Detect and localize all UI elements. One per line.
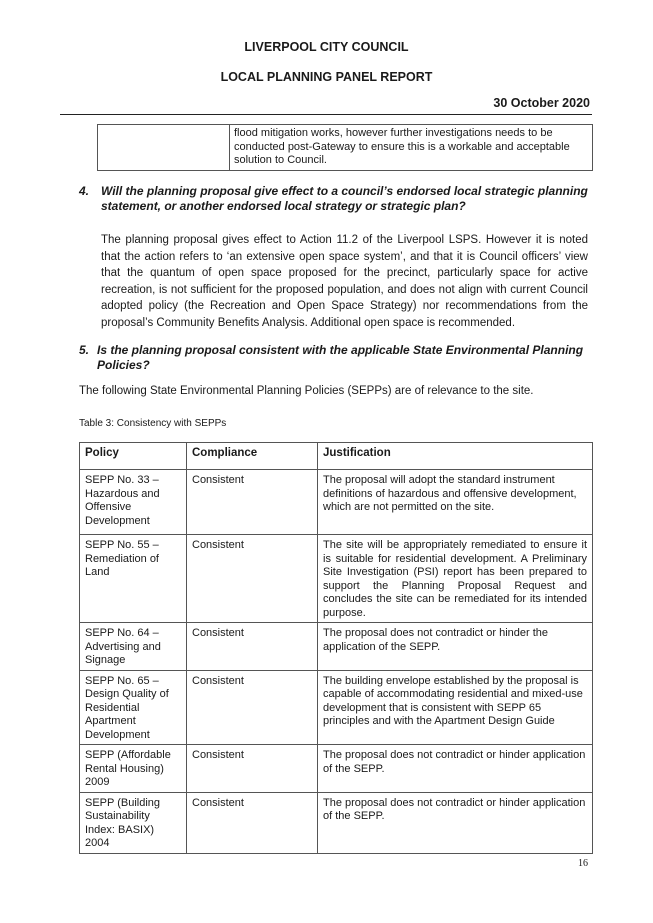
continued-left-cell xyxy=(98,125,230,171)
justification-cell: The proposal does not contradict or hinder application of the SEPP. xyxy=(318,745,593,793)
table-row xyxy=(80,792,593,853)
policy-cell: SEPP No. 33 – Hazardous and Offensive Development xyxy=(80,470,187,535)
sepp-consistency-table xyxy=(79,442,593,854)
question-5-intro: The following State Environmental Planning Policies (SEPPs) are of relevance to the site. xyxy=(79,385,534,397)
header-compliance: Compliance xyxy=(187,443,318,470)
compliance-cell: Consistent xyxy=(187,745,318,793)
justification-cell: The site will be appropriately remediated to ensure it is suitable for residential development. A Preliminary Site Investigation (PSI) report has been prepared to support the Planning Proposal Request and concludes the site can be remediated for its intended purpose. xyxy=(318,535,593,623)
continued-right-cell: flood mitigation works, however further investigations needs to be conducted post-Gateway to ensure this is a workable and acceptable solution to Council. xyxy=(230,125,593,171)
header-policy: Policy xyxy=(80,443,187,470)
question-4-text: Will the planning proposal give effect to a council’s endorsed local strategic planning statement, or another endorsed local strategy or strategic plan? xyxy=(101,184,588,213)
compliance-cell: Consistent xyxy=(187,535,318,623)
policy-cell: SEPP (Building Sustainability Index: BASIX) 2004 xyxy=(80,792,187,853)
table-row xyxy=(80,623,593,671)
question-5-text: Is the planning proposal consistent with the applicable State Environmental Planning Policies? xyxy=(97,343,584,372)
continued-table xyxy=(97,124,593,171)
page-number: 16 xyxy=(578,858,588,869)
report-date: 30 October 2020 xyxy=(493,96,590,110)
compliance-cell: Consistent xyxy=(187,623,318,671)
policy-cell: SEPP No. 64 – Advertising and Signage xyxy=(80,623,187,671)
policy-cell: SEPP (Affordable Rental Housing) 2009 xyxy=(80,745,187,793)
question-5-number: 5. xyxy=(79,343,90,357)
table-row xyxy=(80,670,593,745)
question-4-answer: The planning proposal gives effect to Action 11.2 of the Liverpool LSPS. However it is noted that the action refers to ‘an extensive open space system’, and that it is Council officers’ view that the quantum of open space proposed for the precinct, particularly space for active recreation, is not sufficient for the proposed population, and does not align with current Council adopted policy (the Recreation and Open Space Strategy) nor recommendations from the proposal’s Community Benefits Analysis. Additional open space is recommended. xyxy=(101,234,588,329)
compliance-cell: Consistent xyxy=(187,470,318,535)
justification-cell: The proposal will adopt the standard instrument definitions of hazardous and offensive development, which are not permitted on the site. xyxy=(318,470,593,535)
table-row xyxy=(98,125,593,171)
policy-cell: SEPP No. 55 – Remediation of Land xyxy=(80,535,187,623)
table-row xyxy=(80,745,593,793)
question-4-number: 4. xyxy=(79,184,90,198)
justification-cell: The building envelope established by the proposal is capable of accommodating residential and mixed-use development that is consistent with SEPP 65 principles and with the Apartment Design Guide xyxy=(318,670,593,745)
council-name: LIVERPOOL CITY COUNCIL xyxy=(244,40,409,54)
table-caption: Table 3: Consistency with SEPPs xyxy=(79,418,227,429)
table-row xyxy=(80,470,593,535)
table-row xyxy=(80,535,593,623)
table-header-row xyxy=(80,443,593,470)
report-title: LOCAL PLANNING PANEL REPORT xyxy=(220,70,433,84)
justification-cell: The proposal does not contradict or hinder application of the SEPP. xyxy=(318,792,593,853)
compliance-cell: Consistent xyxy=(187,670,318,745)
justification-cell: The proposal does not contradict or hinder the application of the SEPP. xyxy=(318,623,593,671)
header-rule xyxy=(60,114,592,115)
policy-cell: SEPP No. 65 – Design Quality of Residential Apartment Development xyxy=(80,670,187,745)
header-justification: Justification xyxy=(318,443,593,470)
compliance-cell: Consistent xyxy=(187,792,318,853)
